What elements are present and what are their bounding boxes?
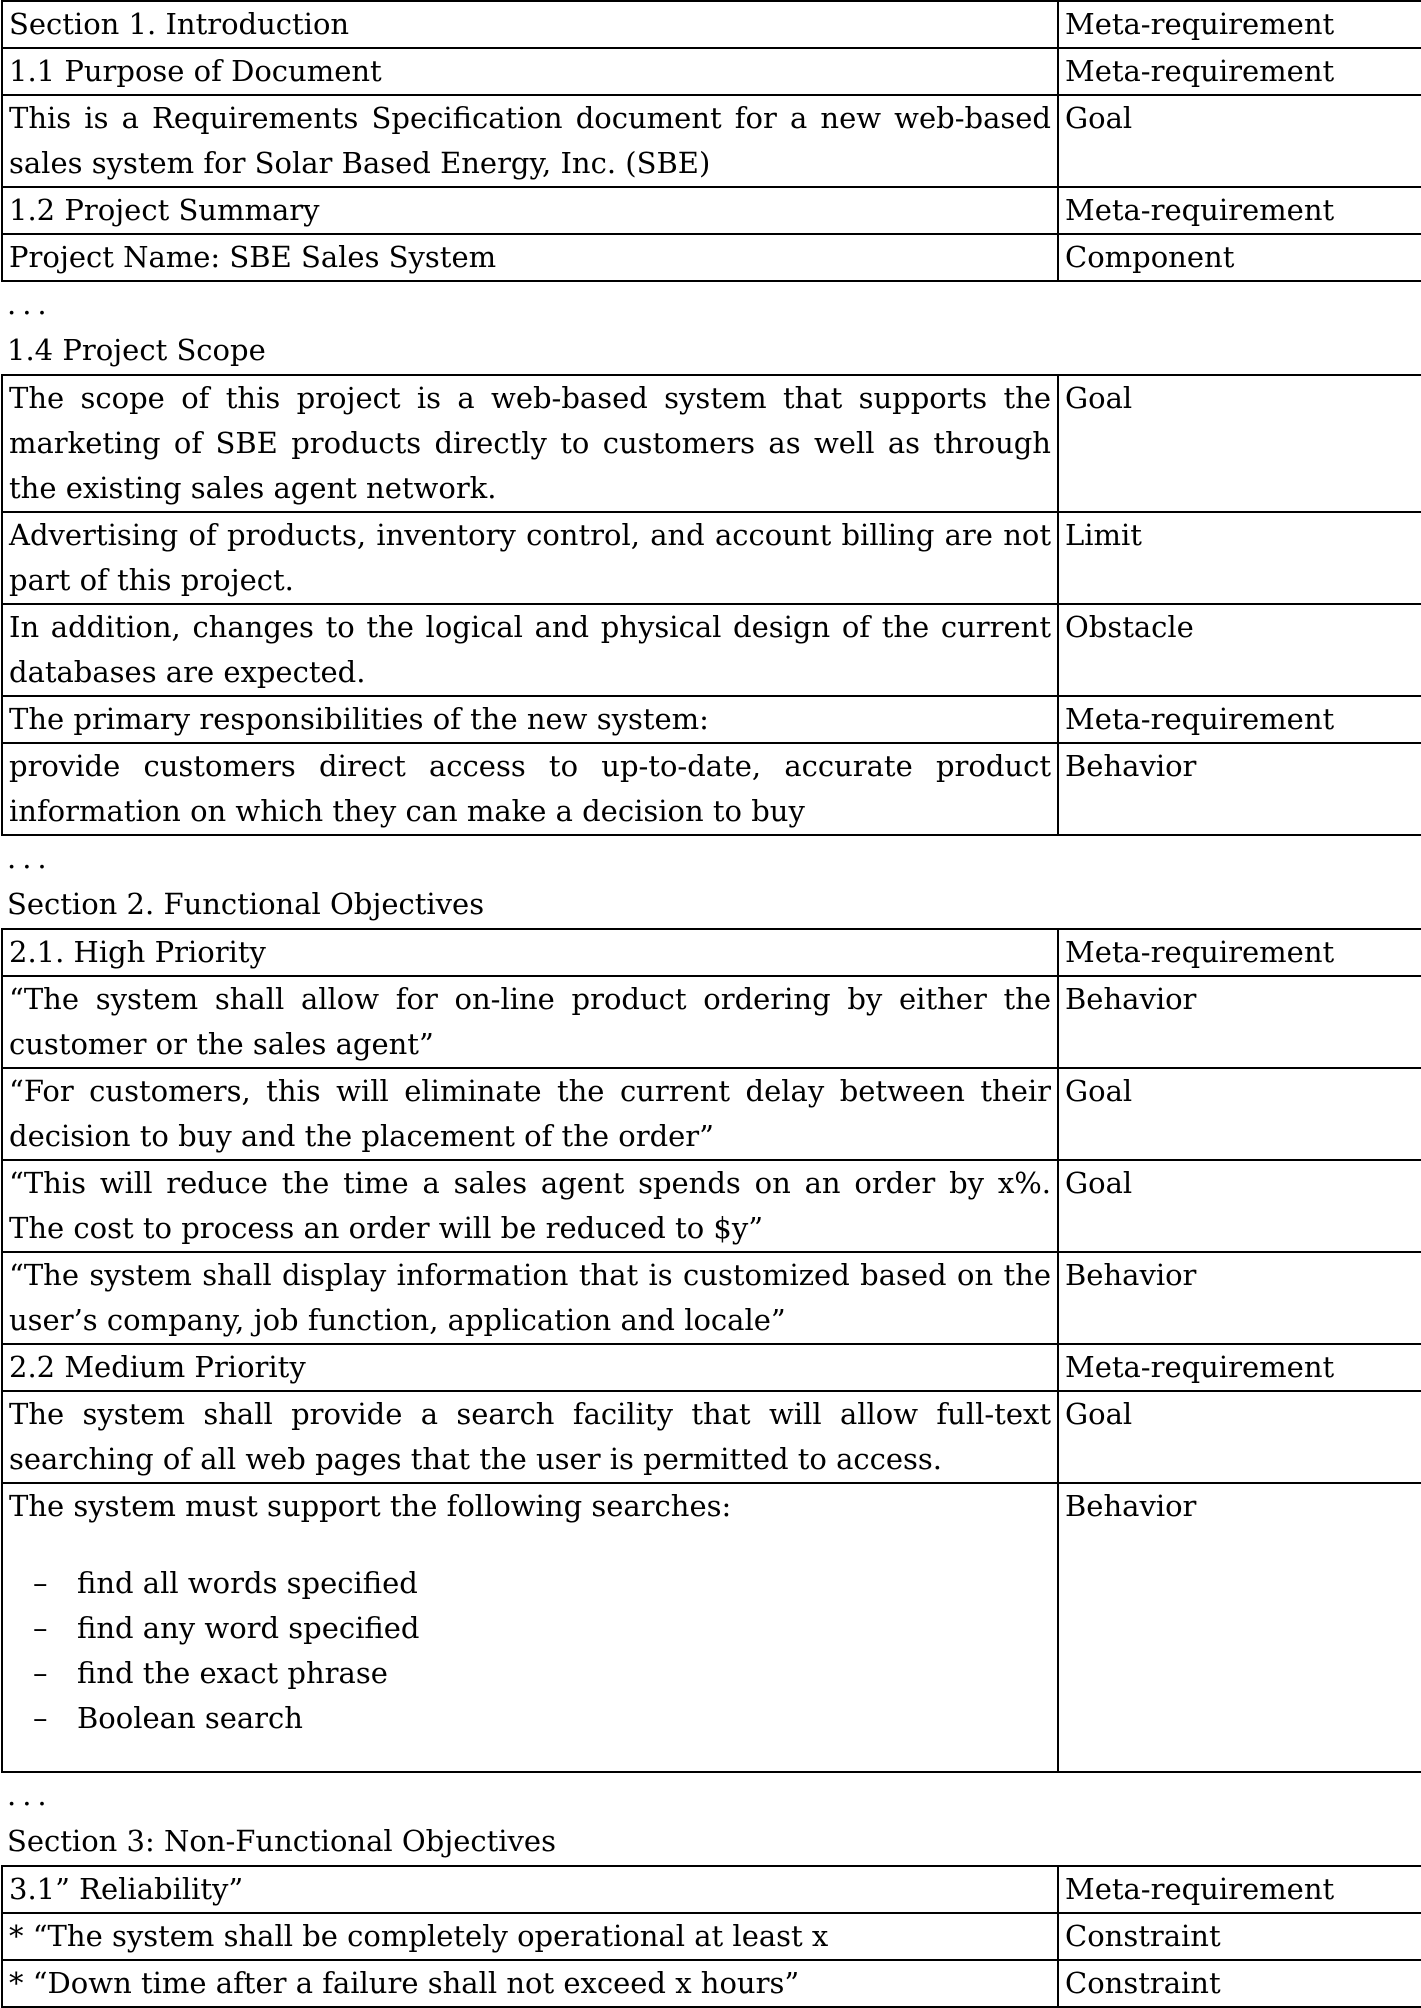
search-list bbox=[9, 1561, 1051, 1741]
list-item bbox=[9, 1696, 1051, 1741]
table-row bbox=[2, 1068, 1421, 1160]
requirement-category: Constraint bbox=[1058, 1913, 1421, 1960]
table-row bbox=[2, 929, 1421, 976]
requirement-category: Meta-requirement bbox=[1058, 187, 1421, 234]
requirement-text: The scope of this project is a web-based system that supports the marketing of SBE products directly to customers as well as through the existing sales agent network. bbox=[2, 375, 1058, 512]
search-intro: The system must support the following searches: bbox=[9, 1489, 732, 1523]
table-row bbox=[2, 234, 1421, 281]
table-row bbox=[2, 375, 1421, 512]
table-row bbox=[2, 1391, 1421, 1483]
intro-table-body bbox=[2, 1, 1421, 281]
ellipsis: ... bbox=[7, 1778, 53, 1812]
requirement-text: 2.2 Medium Priority bbox=[2, 1344, 1058, 1391]
section2-heading: Section 2. Functional Objectives bbox=[7, 887, 485, 921]
nonfunctional-table bbox=[1, 1865, 1421, 2008]
search-row-body bbox=[2, 1483, 1421, 1772]
dash-bullet: – bbox=[33, 1656, 48, 1690]
requirement-category: Limit bbox=[1058, 512, 1421, 604]
requirement-text: Section 1. Introduction bbox=[2, 1, 1058, 48]
list-item bbox=[9, 1561, 1051, 1606]
table-row bbox=[2, 1, 1421, 48]
list-item-label: find all words specified bbox=[77, 1566, 418, 1600]
spacer bbox=[9, 1741, 1051, 1771]
table-row bbox=[2, 696, 1421, 743]
requirement-category: Meta-requirement bbox=[1058, 48, 1421, 95]
project-scope-heading: 1.4 Project Scope bbox=[7, 333, 266, 367]
table-row bbox=[2, 187, 1421, 234]
requirement-text: In addition, changes to the logical and physical design of the current databases are expected. bbox=[2, 604, 1058, 696]
table-row bbox=[2, 1344, 1421, 1391]
requirement-text: provide customers direct access to up-to-date, accurate product information on which they can make a decision to buy bbox=[2, 743, 1058, 835]
functional-table bbox=[1, 928, 1421, 1773]
list-item bbox=[9, 1606, 1051, 1651]
requirement-text: “The system shall allow for on-line product ordering by either the customer or the sales agent” bbox=[2, 976, 1058, 1068]
dash-bullet: – bbox=[33, 1566, 48, 1600]
requirement-category: Meta-requirement bbox=[1058, 696, 1421, 743]
table-row bbox=[2, 743, 1421, 835]
requirement-category: Goal bbox=[1058, 1391, 1421, 1483]
requirement-text: Advertising of products, inventory control, and account billing are not part of this project. bbox=[2, 512, 1058, 604]
ellipsis: ... bbox=[7, 841, 53, 875]
requirement-text: 1.2 Project Summary bbox=[2, 187, 1058, 234]
requirement-category: Behavior bbox=[1058, 1252, 1421, 1344]
table-row bbox=[2, 1913, 1421, 1960]
requirement-category: Goal bbox=[1058, 375, 1421, 512]
requirement-category: Constraint bbox=[1058, 1960, 1421, 2007]
table-row bbox=[2, 48, 1421, 95]
table-row bbox=[2, 1252, 1421, 1344]
requirement-text: “The system shall display information that is customized based on the user’s company, job function, application and locale” bbox=[2, 1252, 1058, 1344]
requirement-category: Goal bbox=[1058, 95, 1421, 187]
scope-table-body bbox=[2, 375, 1421, 835]
dash-bullet: – bbox=[33, 1701, 48, 1735]
nonfunctional-table-body bbox=[2, 1866, 1421, 2007]
requirement-text: “For customers, this will eliminate the current delay between their decision to buy and the placement of the order” bbox=[2, 1068, 1058, 1160]
requirement-text: This is a Requirements Specification document for a new web-based sales system for Solar Based Energy, Inc. (SBE) bbox=[2, 95, 1058, 187]
requirement-category: Obstacle bbox=[1058, 604, 1421, 696]
requirement-text: 1.1 Purpose of Document bbox=[2, 48, 1058, 95]
table-row bbox=[2, 1483, 1421, 1772]
requirement-text: * “The system shall be completely operational at least x bbox=[2, 1913, 1058, 1960]
requirement-category: Behavior bbox=[1058, 743, 1421, 835]
scope-table bbox=[1, 374, 1421, 836]
requirement-category: Goal bbox=[1058, 1160, 1421, 1252]
list-item-label: find any word specified bbox=[77, 1611, 420, 1645]
dash-bullet: – bbox=[33, 1611, 48, 1645]
table-row bbox=[2, 1160, 1421, 1252]
requirement-category: Meta-requirement bbox=[1058, 1866, 1421, 1913]
requirement-category: Goal bbox=[1058, 1068, 1421, 1160]
requirement-text: 2.1. High Priority bbox=[2, 929, 1058, 976]
requirement-category: Meta-requirement bbox=[1058, 929, 1421, 976]
functional-table-body bbox=[2, 929, 1421, 1483]
list-item-label: find the exact phrase bbox=[77, 1656, 388, 1690]
requirement-category: Component bbox=[1058, 234, 1421, 281]
ellipsis: ... bbox=[7, 287, 53, 321]
requirement-category: Behavior bbox=[1058, 976, 1421, 1068]
requirement-text: The primary responsibilities of the new system: bbox=[2, 696, 1058, 743]
requirement-text: 3.1” Reliability” bbox=[2, 1866, 1058, 1913]
section3-heading: Section 3: Non-Functional Objectives bbox=[7, 1824, 556, 1858]
requirement-text: “This will reduce the time a sales agent spends on an order by x%. The cost to process an order will be reduced to $y” bbox=[2, 1160, 1058, 1252]
requirement-text: * “Down time after a failure shall not exceed x hours” bbox=[2, 1960, 1058, 2007]
requirement-text: Project Name: SBE Sales System bbox=[2, 234, 1058, 281]
requirement-category: Behavior bbox=[1058, 1483, 1421, 1772]
table-row bbox=[2, 95, 1421, 187]
intro-table bbox=[1, 0, 1421, 282]
list-item bbox=[9, 1651, 1051, 1696]
requirement-category: Meta-requirement bbox=[1058, 1, 1421, 48]
requirement-category: Meta-requirement bbox=[1058, 1344, 1421, 1391]
requirement-text bbox=[2, 1483, 1058, 1772]
spacer bbox=[9, 1529, 1051, 1561]
table-row bbox=[2, 512, 1421, 604]
table-row bbox=[2, 976, 1421, 1068]
list-item-label: Boolean search bbox=[77, 1701, 303, 1735]
table-row bbox=[2, 1866, 1421, 1913]
table-row bbox=[2, 604, 1421, 696]
requirement-text: The system shall provide a search facility that will allow full-text searching of all web pages that the user is permitted to access. bbox=[2, 1391, 1058, 1483]
